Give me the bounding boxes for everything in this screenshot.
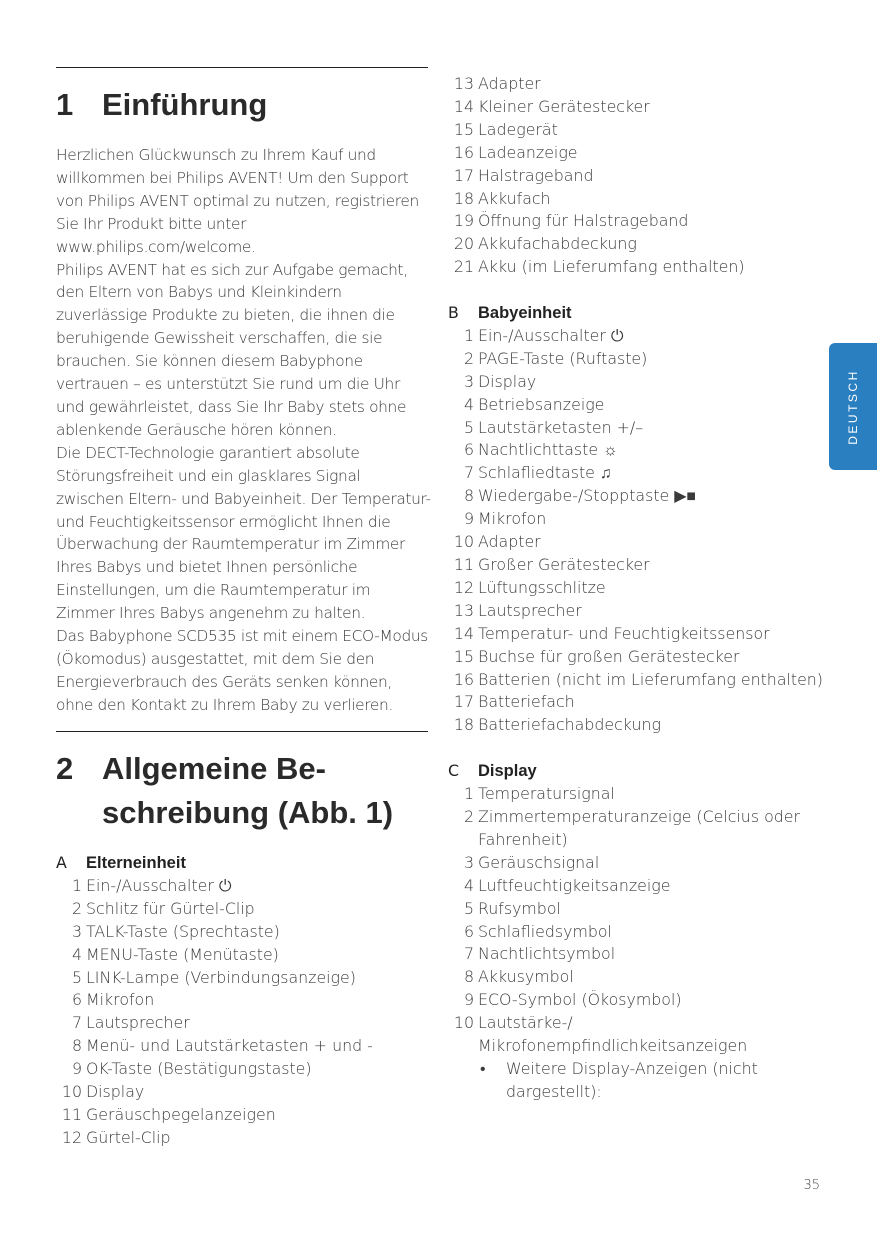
item-text: LINK-Lampe (Verbindungsanzeige) [86,967,356,987]
part-c-title: Display [478,762,537,781]
section-1-body [56,144,431,717]
item-text: Batteriefachabdeckung [478,715,661,735]
display-bullet [448,1058,828,1104]
list-item [448,348,828,371]
list-item [448,1012,828,1058]
list-item [56,898,428,921]
item-text: Mikrofon [86,990,155,1010]
item-text: Ein-/Ausschalter ⏻ [86,875,232,895]
item-text: Adapter [478,532,541,552]
list-item [448,73,828,96]
item-text: Halstrageband [478,165,594,185]
list-item [56,875,428,898]
list-item [56,967,428,990]
list-item [448,669,828,692]
item-number: 1 [71,875,82,895]
list-item [448,531,828,554]
item-number: 19 [453,211,474,231]
item-number: 3 [463,852,474,872]
item-number: 14 [453,623,474,643]
item-text: Zimmertemperaturanzeige (Celcius oder Fahrenheit) [478,806,800,849]
mission-paragraph: Philips AVENT hat es sich zur Aufgabe gemacht, den Eltern von Babys und Kleinkindern zuverlässige Produkte zu bieten, die ihnen die beruhigende Gewissheit verschaffen, die sie brauchen. Sie können diesem Babyphone vertrauen – es unterstützt Sie rund um die Uhr und gewährleistet, dass Sie Ihr Baby stets ohne ablenkende Geräusche hören können. [56,260,408,439]
item-number: 5 [71,967,82,987]
item-number: 5 [463,898,474,918]
list-item [448,806,828,852]
item-text: Nachtlichttaste ☼ [478,440,618,460]
part-b-letter: B [448,303,459,323]
item-text: Rufsymbol [478,898,561,918]
item-number: 4 [463,875,474,895]
item-number: 3 [463,371,474,391]
item-text: Gürtel-Clip [86,1127,171,1147]
list-item [448,325,828,348]
item-number: 7 [463,463,474,483]
item-text: PAGE-Taste (Ruftaste) [478,348,648,368]
item-number: 13 [453,74,474,93]
item-number: 13 [453,600,474,620]
item-text: Schlafliedtaste ♫ [478,463,612,483]
item-text: Ein-/Ausschalter ⏻ [478,325,624,345]
item-number: 4 [71,944,82,964]
item-text: Display [86,1082,145,1102]
list-item [56,1035,428,1058]
item-number: 6 [463,921,474,941]
item-text: TALK-Taste (Sprechtaste) [86,921,280,941]
list-item [448,966,828,989]
list-item [448,691,828,714]
list-item [448,921,828,944]
item-number: 5 [463,417,474,437]
item-number: 2 [463,806,474,826]
item-text: Akku (im Lieferumfang enthalten) [478,257,745,277]
item-text: Menü- und Lautstärketasten + und - [86,1036,373,1056]
list-item [448,188,828,211]
item-text: Lautsprecher [478,600,582,620]
section-2-title [102,747,428,835]
list-item [448,852,828,875]
section-2-title-line1: Allgemeine Be- [102,751,326,786]
item-text: Großer Gerätestecker [478,555,650,575]
item-number: 12 [61,1127,82,1147]
list-item [56,1012,428,1035]
list-item [448,898,828,921]
part-b-title: Babyeinheit [478,304,572,323]
list-item [56,1127,428,1150]
item-number: 21 [453,257,474,277]
section-1-number: 1 [56,87,74,122]
list-item [448,646,828,669]
list-item [448,96,828,119]
list-item [448,783,828,806]
list-item [448,142,828,165]
item-text: Luftfeuchtigkeitsanzeige [478,875,671,895]
item-number: 3 [71,921,82,941]
item-text: Buchse für großen Gerätestecker [478,646,740,666]
list-item [448,233,828,256]
part-c-letter: C [448,761,460,781]
item-number: 11 [61,1104,82,1124]
item-number: 1 [463,325,474,345]
list-item [448,439,828,462]
item-text: Geräuschpegelanzeigen [86,1104,276,1124]
list-item [448,600,828,623]
item-number: 2 [71,898,82,918]
item-number: 9 [463,990,474,1010]
list-item [448,256,828,279]
list-item [448,577,828,600]
list-item [56,989,428,1012]
item-text: Akkusymbol [478,967,574,987]
item-number: 6 [71,990,82,1010]
item-number: 12 [453,577,474,597]
list-item [448,623,828,646]
list-item [448,989,828,1012]
intro-paragraph: Herzlichen Glückwunsch zu Ihrem Kauf und willkommen bei Philips AVENT! Um den Support von Philips AVENT optimal zu nutzen, registrieren Sie Ihr Produkt bitte unter www.philips.com/welcome. [56,146,419,256]
item-text: Lautsprecher [86,1013,190,1033]
part-a-title: Elterneinheit [86,854,186,872]
item-text: Adapter [478,74,541,93]
item-text: Temperatursignal [478,784,615,804]
item-text: Akkufachabdeckung [478,234,637,254]
item-text: Lautstärke-/ Mikrofonempfindlichkeitsanzeigen [478,1013,748,1056]
item-text: Kleiner Gerätestecker [478,96,650,116]
item-number: 16 [453,669,474,689]
item-number: 4 [463,394,474,414]
item-text: Ladeanzeige [478,142,578,162]
item-text: Temperatur- und Feuchtigkeitssensor [478,623,770,643]
list-item [56,1081,428,1104]
list-item [448,210,828,233]
section-2-rule [56,731,428,732]
section-2-title-line2: schreibung (Abb. 1) [102,795,394,830]
part-a-list [56,852,428,1150]
item-text: Schlitz für Gürtel-Clip [86,898,255,918]
item-text: MENU-Taste (Menütaste) [86,944,279,964]
item-number: 18 [453,715,474,735]
item-number: 20 [453,234,474,254]
list-item [448,165,828,188]
section-2-heading [56,747,428,837]
dect-paragraph: Die DECT-Technologie garantiert absolute Störungsfreiheit und ein glasklares Signal zwischen Eltern- und Babyeinheit. Der Temperatur- und Feuchtigkeitssensor ermöglicht Ihnen die Überwachung der Raumtemperatur im Zimmer Ihres Babys und bietet Ihnen persönliche Einstellungen, um die Raumtemperatur im Zimmer Ihres Babys angenehm zu halten. [56,443,431,623]
item-text: Akkufach [478,188,551,208]
item-number: 10 [453,532,474,552]
right-column-lists [448,73,828,1104]
list-item [56,921,428,944]
bullet-text: Weitere Display-Anzeigen (nicht dargestellt): [506,1058,758,1101]
item-text: Wiedergabe-/Stopptaste ▶■ [478,486,696,506]
section-1-title: Einführung [102,87,268,122]
part-c-heading [448,760,828,783]
item-number: 17 [453,692,474,712]
list-item [448,394,828,417]
list-item [448,485,828,508]
item-text: Display [478,371,537,391]
item-number: 10 [453,1013,474,1033]
item-number: 15 [453,119,474,139]
list-item [448,714,828,737]
item-text: OK-Taste (Bestätigungstaste) [86,1059,312,1079]
item-number: 6 [463,440,474,460]
language-tab-label: DEUTSCH [846,368,860,445]
part-b-heading [448,302,828,325]
item-number: 18 [453,188,474,208]
item-number: 1 [463,784,474,804]
item-number: 14 [453,96,474,116]
item-text: Nachtlichtsymbol [478,944,616,964]
list-item [448,371,828,394]
item-text: Geräuschsignal [478,852,600,872]
item-number: 10 [61,1082,82,1102]
list-item [448,508,828,531]
page-number: 35 [803,1178,820,1193]
item-number: 8 [463,967,474,987]
list-item [448,119,828,142]
eco-paragraph: Das Babyphone SCD535 ist mit einem ECO-Modus (Ökomodus) ausgestattet, mit dem Sie den Energieverbrauch des Geräts senken können, ohne den Kontakt zu Ihrem Baby zu verlieren. [56,627,428,714]
item-number: 2 [463,348,474,368]
list-item [448,554,828,577]
list-item [448,875,828,898]
item-number: 9 [71,1059,82,1079]
part-a-heading [56,852,428,875]
item-text: Lüftungsschlitze [478,577,606,597]
bullet-mark: • [480,1058,486,1078]
item-number: 8 [71,1036,82,1056]
list-item [56,944,428,967]
item-text: Betriebsanzeige [478,394,605,414]
item-text: Lautstärketasten +/– [478,417,644,437]
list-item [448,462,828,485]
list-item [448,417,828,440]
item-text: Schlafliedsymbol [478,921,612,941]
section-1-rule [56,67,428,68]
list-item [56,1058,428,1081]
part-a-letter: A [56,853,67,872]
item-number: 7 [71,1013,82,1033]
item-number: 7 [463,944,474,964]
section-2-number: 2 [56,751,74,786]
item-text: Öffnung für Halstrageband [478,211,689,231]
list-item [56,1104,428,1127]
item-text: ECO-Symbol (Ökosymbol) [478,990,682,1010]
item-text: Batteriefach [478,692,575,712]
item-number: 16 [453,142,474,162]
item-text: Batterien (nicht im Lieferumfang enthalten) [478,669,823,689]
item-text: Ladegerät [478,119,558,139]
language-tab [829,343,877,470]
item-number: 8 [463,486,474,506]
list-item [448,943,828,966]
item-text: Mikrofon [478,509,547,529]
item-number: 9 [463,509,474,529]
item-number: 15 [453,646,474,666]
item-number: 17 [453,165,474,185]
item-number: 11 [453,555,474,575]
